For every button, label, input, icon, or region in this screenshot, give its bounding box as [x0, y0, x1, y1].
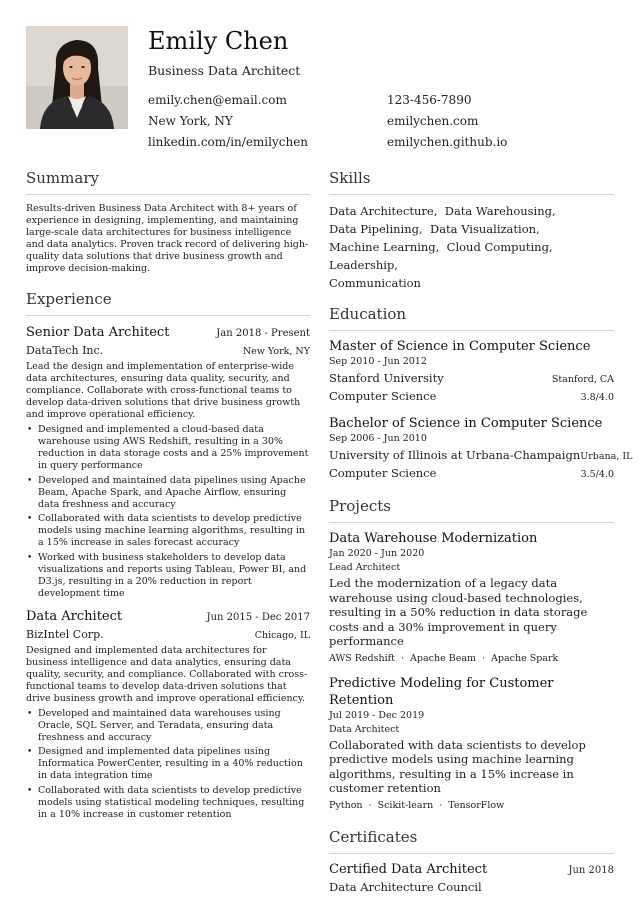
project-description: Collaborated with data scientists to develop predictive models using machine learning algorithms, resulting in a 15% increase in customer retention: [329, 737, 586, 795]
linkedin-link[interactable]: linkedin.com/in/emilychen: [148, 135, 309, 149]
section-divider: [329, 522, 614, 523]
summary-heading: Summary: [26, 169, 99, 187]
job-title: Data Architect: [26, 608, 123, 624]
right-column: [329, 168, 633, 896]
school-name: Stanford University: [329, 371, 444, 385]
education-dates: Sep 2006 - Jun 2010: [329, 433, 427, 444]
education-section: [329, 304, 633, 482]
education-dates: Sep 2010 - Jun 2012: [329, 356, 427, 367]
education-entry: [329, 338, 614, 405]
job-bullet: • Collaborated with data scientists to develop predictive models using statistical modeling techniques, resulting in a 10% increase in customer retention: [26, 785, 310, 821]
job-dates: Jun 2015 - Dec 2017: [206, 611, 310, 623]
location-text: New York, NY: [148, 114, 233, 128]
website-link[interactable]: emilychen.com: [387, 114, 479, 128]
experience-heading: Experience: [26, 290, 112, 308]
section-divider: [329, 330, 614, 331]
tech-item: Apache Spark: [491, 652, 559, 664]
tech-item: TensorFlow: [448, 799, 505, 811]
profile-photo: [26, 26, 128, 129]
candidate-name: Emily Chen: [148, 27, 289, 55]
job-bullet: • Designed and implemented a cloud-based data warehouse using AWS Redshift, resulting in a 30% reduction in data storage costs and a 25% improvement in query performance: [26, 424, 310, 472]
summary-text: Results-driven Business Data Architect with 8+ years of experience in designing, implementing, and maintaining large-scale data architectures for business intelligence and data analytics. Proven track record of delivering high-quality data solutions that drive business growth and improve decision-making.: [26, 203, 309, 274]
certificates-heading: Certificates: [329, 827, 418, 846]
skill-item: Cloud Computing,: [446, 240, 553, 254]
education-heading: Education: [329, 305, 407, 323]
job-entry: [26, 608, 310, 821]
project-dates: Jul 2019 - Dec 2019: [329, 709, 425, 721]
job-bullet: • Designed and implemented data pipelines using Informatica PowerCenter, resulting in a 40% reduction in data integration time: [26, 746, 310, 782]
project-tech: AWS Redshift · Apache Beam · Apache Spark: [329, 652, 559, 664]
project-dates: Jan 2020 - Jun 2020: [329, 548, 425, 559]
summary-section: [26, 168, 310, 275]
job-bullets: [26, 424, 310, 600]
gpa: 3.8/4.0: [580, 392, 614, 403]
education-entry: [329, 415, 633, 482]
phone-number[interactable]: 123-456-7890: [387, 93, 472, 107]
section-divider: [329, 853, 614, 854]
projects-heading: Projects: [329, 497, 391, 515]
section-divider: [26, 194, 310, 195]
gpa: 3.5/4.0: [580, 469, 614, 480]
project-tech: Python · Scikit-learn · TensorFlow: [329, 799, 505, 811]
job-description: Lead the design and implementation of enterprise-wide data architectures, ensuring data quality, security, and compliance. Collaborate with cross-functional teams to develop data-driven solutions that drive business growth and improve operational efficiency.: [26, 361, 301, 420]
degree-title: Bachelor of Science in Computer Science: [329, 416, 603, 431]
section-divider: [26, 315, 310, 316]
skills-section: [329, 168, 614, 292]
school-name: University of Illinois at Urbana-Champaign: [329, 448, 581, 462]
certificate-issuer: Data Architecture Council: [329, 879, 482, 894]
job-company: DataTech Inc.: [26, 344, 104, 357]
job-bullets: [26, 708, 310, 821]
project-role: Lead Architect: [329, 562, 401, 573]
email-link[interactable]: emily.chen@email.com: [148, 93, 287, 107]
job-company: BizIntel Corp.: [26, 627, 104, 641]
job-location: New York, NY: [242, 346, 310, 357]
skill-item: Data Architecture,: [329, 204, 438, 218]
skill-item: Data Warehousing,: [444, 204, 556, 218]
project-entry: [329, 530, 614, 666]
project-role: Data Architect: [329, 723, 400, 735]
experience-section: [26, 289, 310, 821]
job-entry: [26, 324, 310, 600]
field-of-study: Computer Science: [329, 466, 437, 480]
certificate-date: Jun 2018: [568, 864, 614, 876]
skills-list: [329, 202, 614, 292]
project-entry: [329, 675, 614, 813]
job-title: Senior Data Architect: [26, 325, 170, 340]
tech-item: Python: [329, 799, 363, 811]
field-of-study: Computer Science: [329, 389, 437, 403]
tech-item: Apache Beam: [410, 652, 476, 664]
job-bullet: • Developed and maintained data pipelines using Apache Beam, Apache Spark, and Apache Airflow, ensuring data freshness and accuracy: [26, 475, 310, 511]
skills-heading: Skills: [329, 169, 371, 187]
certificate-name: Certified Data Architect: [329, 861, 488, 877]
skill-item: Machine Learning,: [329, 240, 440, 254]
skill-item: Communication: [329, 276, 421, 290]
job-location: Chicago, IL: [254, 629, 310, 641]
skill-item: Leadership,: [329, 258, 398, 272]
job-bullet: • Worked with business stakeholders to develop data visualizations and reports using Tableau, Power BI, and D3.js, resulting in a 20% reduction in report development time: [26, 552, 310, 600]
project-title: Predictive Modeling for Customer Retention: [329, 675, 554, 708]
project-title: Data Warehouse Modernization: [329, 531, 538, 546]
job-dates: Jan 2018 - Present: [216, 328, 310, 339]
job-bullet: • Developed and maintained data warehouses using Oracle, SQL Server, and Teradata, ensuring data freshness and accuracy: [26, 708, 310, 744]
certificates-section: [329, 827, 614, 896]
tech-item: Scikit-learn: [377, 799, 434, 811]
left-column: [26, 168, 310, 823]
project-description: Led the modernization of a legacy data warehouse using cloud-based technologies, resulting in a 50% reduction in data storage costs and a 30% improvement in query performance: [329, 576, 588, 648]
tech-item: AWS Redshift: [329, 652, 395, 664]
skill-item: Data Visualization,: [429, 222, 540, 236]
candidate-title: Business Data Architect: [148, 63, 301, 78]
section-divider: [329, 194, 614, 195]
school-location: Stanford, CA: [551, 374, 614, 385]
projects-section: [329, 496, 614, 813]
certificate-entry: [329, 861, 614, 896]
job-bullet: • Collaborated with data scientists to develop predictive models using machine learning algorithms, resulting in a 15% increase in sales forecast accuracy: [26, 513, 310, 549]
github-link[interactable]: emilychen.github.io: [387, 135, 508, 149]
degree-title: Master of Science in Computer Science: [329, 339, 591, 354]
skill-item: Data Pipelining,: [329, 222, 423, 236]
school-location: Urbana, IL: [580, 451, 633, 462]
job-description: Designed and implemented data architectures for business intelligence and data analytics, ensuring data quality, security, and compliance. Collaborated with cross-functional teams to develop data-driven solutions that drive business growth and improve operational efficiency.: [26, 644, 308, 704]
